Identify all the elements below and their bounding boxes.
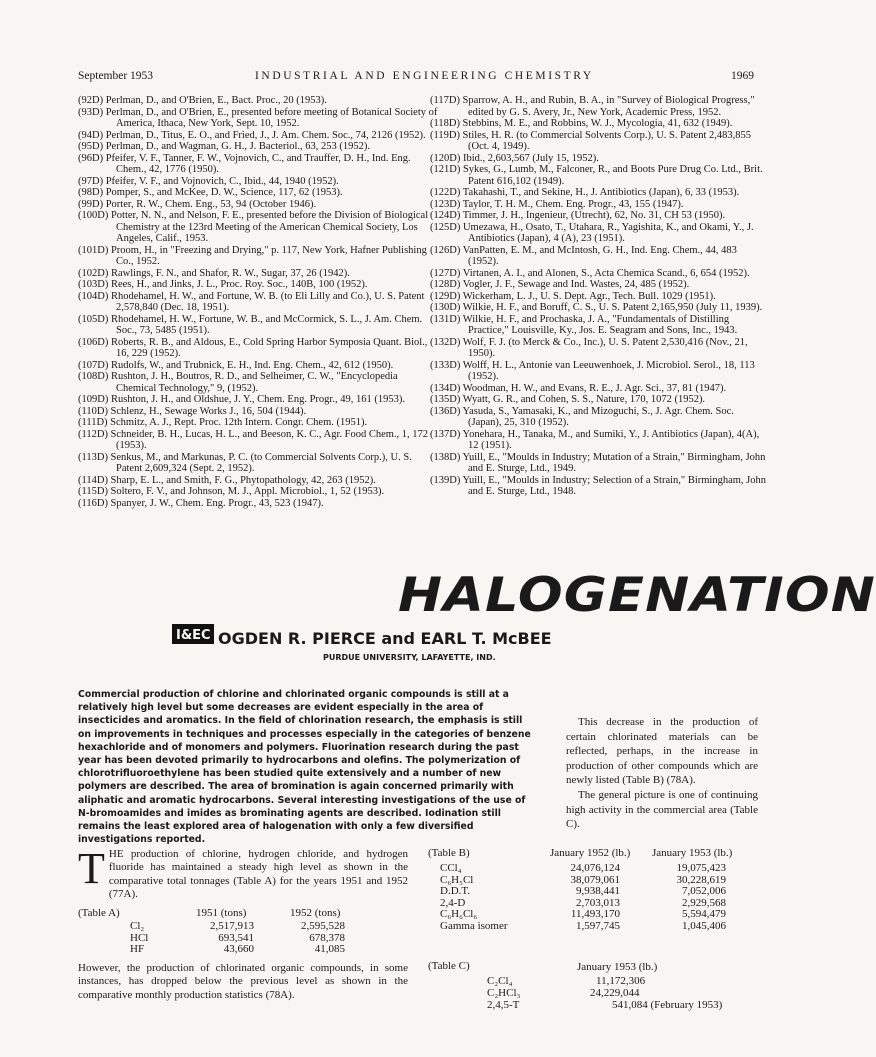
reference-entry: (116D) Spanyer, J. W., Chem. Eng. Progr., 43, 523 (1947). xyxy=(78,497,324,509)
table-b-label: (Table B) xyxy=(428,847,470,859)
references-left-column xyxy=(78,95,440,509)
body-text: HE production of chlorine, hydrogen chloride, and hydrogen fluoride has maintained a steady high level as shown in the comparative total tonnages (Table A) for the years 1951 and 1952 (77A). xyxy=(108,848,408,900)
table-row-label: CCl₄ xyxy=(440,862,462,874)
reference-entry: (120D) Ibid., 2,603,567 (July 15, 1952). xyxy=(430,152,599,164)
iec-logo xyxy=(172,624,214,644)
reference-entry: (138D) Yuill, E., "Moulds in Industry; Mutation of a Strain," Birmingham, John and E. Sturge, Ltd., 1949. xyxy=(430,451,766,474)
table-cell-value: 11,493,170 xyxy=(570,908,620,920)
table-a-col1-header: 1951 (tons) xyxy=(196,907,247,919)
table-a-label: (Table A) xyxy=(78,907,120,919)
reference-entry: (92D) Perlman, D., and O'Brien, E., Bact. Proc., 20 (1953). xyxy=(78,95,327,106)
right-paragraph-1: This decrease in the production of certain chlorinated materials can be reflected, perhaps, in the increase in production of other compounds which are newly listed (Table B) (78A). xyxy=(566,716,758,787)
table-row-label: Cl₂ xyxy=(130,920,145,932)
table-row-label: D.D.T. xyxy=(440,885,471,897)
reference-entry: (114D) Sharp, E. L., and Smith, F. G., Phytopathology, 42, 263 (1952). xyxy=(78,474,376,486)
table-cell-value: 678,378 xyxy=(309,931,345,944)
reference-entry: (107D) Rudolfs, W., and Trubnick, E. H., Ind. Eng. Chem., 42, 612 (1950). xyxy=(78,359,394,371)
right-text-column xyxy=(566,715,758,832)
body-paragraph-2: However, the production of chlorinated organic compounds, in some instances, has dropped below the previous level as shown in the comparative monthly production statistics (78A). xyxy=(78,962,408,1001)
references-right-column xyxy=(430,95,766,498)
page-number: 1969 xyxy=(731,70,754,82)
table-cell-value: 24,229,044 xyxy=(590,986,640,999)
table-cell-value: 1,597,745 xyxy=(576,919,620,932)
reference-entry: (118D) Stebbins, M. E., and Robbins, W. J., Mycologia, 41, 632 (1949). xyxy=(430,118,733,129)
reference-entry: (108D) Rushton, J. H., Boutros, R. D., and Selheimer, C. W., "Encyclopedia Chemical Technology," 9, (1952). xyxy=(78,371,398,394)
table-row-label: C₆H₆Cl₆ xyxy=(440,908,478,920)
table-cell-value: 24,076,124 xyxy=(570,862,620,874)
reference-entry: (94D) Perlman, D., Titus, E. O., and Fried, J., J. Am. Chem. Soc., 74, 2126 (1952). xyxy=(78,129,426,141)
reference-entry: (119D) Stiles, H. R. (to Commercial Solvents Corp.), U. S. Patent 2,483,855 (Oct. 4, 1949). xyxy=(430,129,752,152)
reference-entry: (104D) Rhodehamel, H. W., and Fortune, W. B. (to Eli Lilly and Co.), U. S. Patent 2,578,840 (Dec. 18, 1951). xyxy=(78,290,425,313)
reference-entry: (124D) Timmer, J. H., Ingenieur, (Utrecht), 62, No. 31, CH 53 (1950). xyxy=(430,210,726,221)
reference-entry: (126D) VanPatten, E. M., and McIntosh, G. H., Ind. Eng. Chem., 44, 483 (1952). xyxy=(430,244,737,267)
reference-entry: (102D) Rawlings, F. N., and Shafor, R. W., Sugar, 37, 26 (1942). xyxy=(78,267,350,279)
reference-entry: (131D) Wilkie, H. F., and Prochaska, J. A., "Fundamentals of Distilling Practice," Louisville, Ky., Jos. E. Seagram and Sons, Inc., 1943. xyxy=(430,313,738,336)
table-cell-value: 7,052,006 xyxy=(682,885,726,897)
reference-entry: (95D) Perlman, D., and Wagman, G. H., J. Bacteriol., 63, 253 (1952). xyxy=(78,141,371,152)
reference-entry: (139D) Yuill, E., "Moulds in Industry; Selection of a Strain," Birmingham, John and E. Sturge, Ltd., 1948. xyxy=(430,474,766,497)
table-b-col2-header: January 1953 (lb.) xyxy=(652,847,733,859)
reference-entry: (109D) Rushton, J. H., and Oldshue, J. Y., Chem. Eng. Progr., 49, 161 (1953). xyxy=(78,394,405,405)
reference-entry: (103D) Rees, H., and Jinks, J. L., Proc. Roy. Soc., 140B, 100 (1952). xyxy=(78,279,368,290)
article-title: HALOGENATION xyxy=(398,568,876,623)
table-row-label: Gamma isomer xyxy=(440,919,508,932)
table-cell-value: 541,084 (February 1953) xyxy=(612,998,723,1011)
table-cell-value: 2,595,528 xyxy=(301,920,345,932)
reference-entry: (137D) Yonehara, H., Tanaka, M., and Sumiki, Y., J. Antibiotics (Japan), 4(A), 12 (1951). xyxy=(430,428,760,451)
reference-entry: (93D) Perlman, D., and O'Brien, E., presented before meeting of Botanical Society of America, Ithaca, New York, Sept. 10, 1952. xyxy=(78,106,438,129)
journal-title: INDUSTRIAL AND ENGINEERING CHEMISTRY xyxy=(255,70,594,82)
reference-entry: (125D) Umezawa, H., Osato, T., Utahara, R., Yagishita, K., and Okami, Y., J. Antibiotics (Japan), 4 (A), 23 (1951). xyxy=(430,221,754,244)
table-row-label: HF xyxy=(130,943,145,955)
table-cell-value: 2,929,568 xyxy=(682,896,726,909)
table-cell-value: 43,660 xyxy=(223,943,254,955)
table-cell-value: 41,085 xyxy=(314,943,345,955)
reference-entry: (101D) Proom, H., in "Freezing and Drying," p. 117, New York, Hafner Publishing Co., 1952. xyxy=(78,244,427,267)
table-b-col1-header: January 1952 (lb.) xyxy=(550,847,631,859)
header-date: September 1953 xyxy=(78,70,154,82)
reference-entry: (134D) Woodman, H. W., and Evans, R. E., J. Agr. Sci., 37, 81 (1947). xyxy=(430,382,727,394)
reference-entry: (121D) Sykes, G., Lumb, M., Falconer, R., and Boots Pure Drug Co. Ltd., Brit. Patent 616,102 (1949). xyxy=(430,164,763,187)
table-cell-value: 19,075,423 xyxy=(676,862,726,874)
table-cell-value: 5,594,479 xyxy=(682,908,726,920)
table-row-label: 2,4,5-T xyxy=(487,998,520,1011)
drop-cap: T xyxy=(78,844,105,893)
table-row-label: 2,4-D xyxy=(440,896,466,909)
reference-entry: (130D) Wilkie, H. F., and Boruff, C. S., U. S. Patent 2,165,950 (July 11, 1939). xyxy=(430,302,763,313)
reference-entry: (105D) Rhodehamel, H. W., Fortune, W. B., and McCormick, S. L., J. Am. Chem. Soc., 73, 5485 (1951). xyxy=(78,313,423,336)
table-cell-value: 2,703,013 xyxy=(576,896,620,909)
reference-entry: (133D) Wolff, H. L., Antonie van Leeuwenhoek, J. Microbiol. Serol., 18, 113 (1952). xyxy=(430,359,755,382)
reference-entry: (96D) Pfeifer, V. F., Tanner, F. W., Vojnovich, C., and Trauffer, D. H., Ind. Eng. Chem., 42, 1776 (1950). xyxy=(78,152,411,175)
authors: OGDEN R. PIERCE and EARL T. McBEE xyxy=(218,629,552,648)
reference-entry: (132D) Wolf, F. J. (to Merck & Co., Inc.), U. S. Patent 2,530,416 (Nov., 21, 1950). xyxy=(430,336,748,359)
reference-entry: (129D) Wickerham, L. J., U. S. Dept. Agr., Tech. Bull. 1029 (1951). xyxy=(430,290,716,302)
right-paragraph-2: The general picture is one of continuing high activity in the commercial area (Table C). xyxy=(566,788,758,831)
table-cell-value: 2,517,913 xyxy=(210,920,254,932)
table-cell-value: 38,079,061 xyxy=(570,873,620,886)
table-row-label: HCl xyxy=(130,931,149,944)
reference-entry: (113D) Senkus, M., and Markunas, P. C. (to Commercial Solvents Corp.), U. S. Patent 2,609,324 (Sept. 2, 1952). xyxy=(78,451,412,474)
reference-entry: (98D) Pomper, S., and McKee, D. W., Science, 117, 62 (1953). xyxy=(78,187,343,198)
affiliation: PURDUE UNIVERSITY, LAFAYETTE, IND. xyxy=(323,653,496,662)
reference-entry: (100D) Potter, N. N., and Nelson, F. E., presented before the Division of Biological Chemistry at the 123rd Meeting of the American Chemical Society, Los Angeles, Calif., 1953. xyxy=(78,210,429,244)
reference-entry: (99D) Porter, R. W., Chem. Eng., 53, 94 (October 1946). xyxy=(78,198,317,210)
svg-text:I&EC: I&EC xyxy=(176,628,211,643)
table-a-col2-header: 1952 (tons) xyxy=(290,907,341,919)
reference-entry: (97D) Pfeifer, V. F., and Vojnovich, C., Ibid., 44, 1940 (1952). xyxy=(78,175,339,187)
abstract: Commercial production of chlorine and chlorinated organic compounds is still at a relatively high level but some decreases are evident especially in the area of insecticides and aromatics. In the field of chlorination research, the emphasis is still on improvements in techniques and processes especially in the categories of benzene hexachloride and of monomers and polymers. Fluorination research during the past year has been devoted primarily to hydrocarbons and olefins. The polymerization of chlorotrifluoroethylene has been studied quite extensively and a number of new polymers are described. The area of bromination is again concerned primarily with aliphatic and aromatic hydrocarbons. Several interesting investigations of the use of N-bromoamides and imides as brominating agents are described. Iodination still remains the least explored area of halogenation with only a few diversified investigations reported. xyxy=(78,689,531,846)
reference-entry: (135D) Wyatt, G. R., and Cohen, S. S., Nature, 170, 1072 (1952). xyxy=(430,394,706,405)
table-c-label: (Table C) xyxy=(428,960,470,972)
reference-entry: (127D) Virtanen, A. I., and Alonen, S., Acta Chemica Scand., 6, 654 (1952). xyxy=(430,267,750,279)
table-cell-value: 11,172,306 xyxy=(596,975,646,987)
table-cell-value: 9,938,441 xyxy=(576,885,620,897)
reference-entry: (136D) Yasuda, S., Yamasaki, K., and Mizoguchi, S., J. Agr. Chem. Soc. (Japan), 25, 310 (1952). xyxy=(430,405,734,428)
table-cell-value: 1,045,406 xyxy=(682,919,726,932)
reference-entry: (106D) Roberts, R. B., and Aldous, E., Cold Spring Harbor Symposia Quant. Biol., 16, 229 (1952). xyxy=(78,336,428,359)
reference-entry: (117D) Sparrow, A. H., and Rubin, B. A., in "Survey of Biological Progress," edited by G. S. Avery, Jr., New York, Academic Press, 1952. xyxy=(430,95,755,118)
table-cell-value: 30,228,619 xyxy=(676,873,726,886)
reference-entry: (123D) Taylor, T. H. M., Chem. Eng. Progr., 43, 155 (1947). xyxy=(430,198,684,210)
reference-entry: (115D) Soltero, F. V., and Johnson, M. J., Appl. Microbiol., 1, 52 (1953). xyxy=(78,486,385,497)
table-row-label: C₆H₅Cl xyxy=(440,873,474,886)
reference-entry: (122D) Takahashi, T., and Sekine, H., J. Antibiotics (Japan), 6, 33 (1953). xyxy=(430,187,740,198)
table-row-label: C₂Cl₄ xyxy=(487,975,513,987)
table-cell-value: 693,541 xyxy=(218,931,254,944)
body-paragraph-1 xyxy=(78,844,408,901)
table-row-label: C₂HCl₃ xyxy=(487,986,521,999)
reference-entry: (111D) Schmitz, A. J., Rept. Proc. 12th Intern. Congr. Chem. (1951). xyxy=(78,417,368,428)
reference-entry: (110D) Schlenz, H., Sewage Works J., 16, 504 (1944). xyxy=(78,405,307,417)
reference-entry: (128D) Vogler, J. F., Sewage and Ind. Wastes, 24, 485 (1952). xyxy=(430,279,690,290)
reference-entry: (112D) Schneider, B. H., Lucas, H. L., and Beeson, K. C., Agr. Food Chem., 1, 172 (1953). xyxy=(78,428,429,451)
table-c-col1-header: January 1953 (lb.) xyxy=(577,961,658,973)
